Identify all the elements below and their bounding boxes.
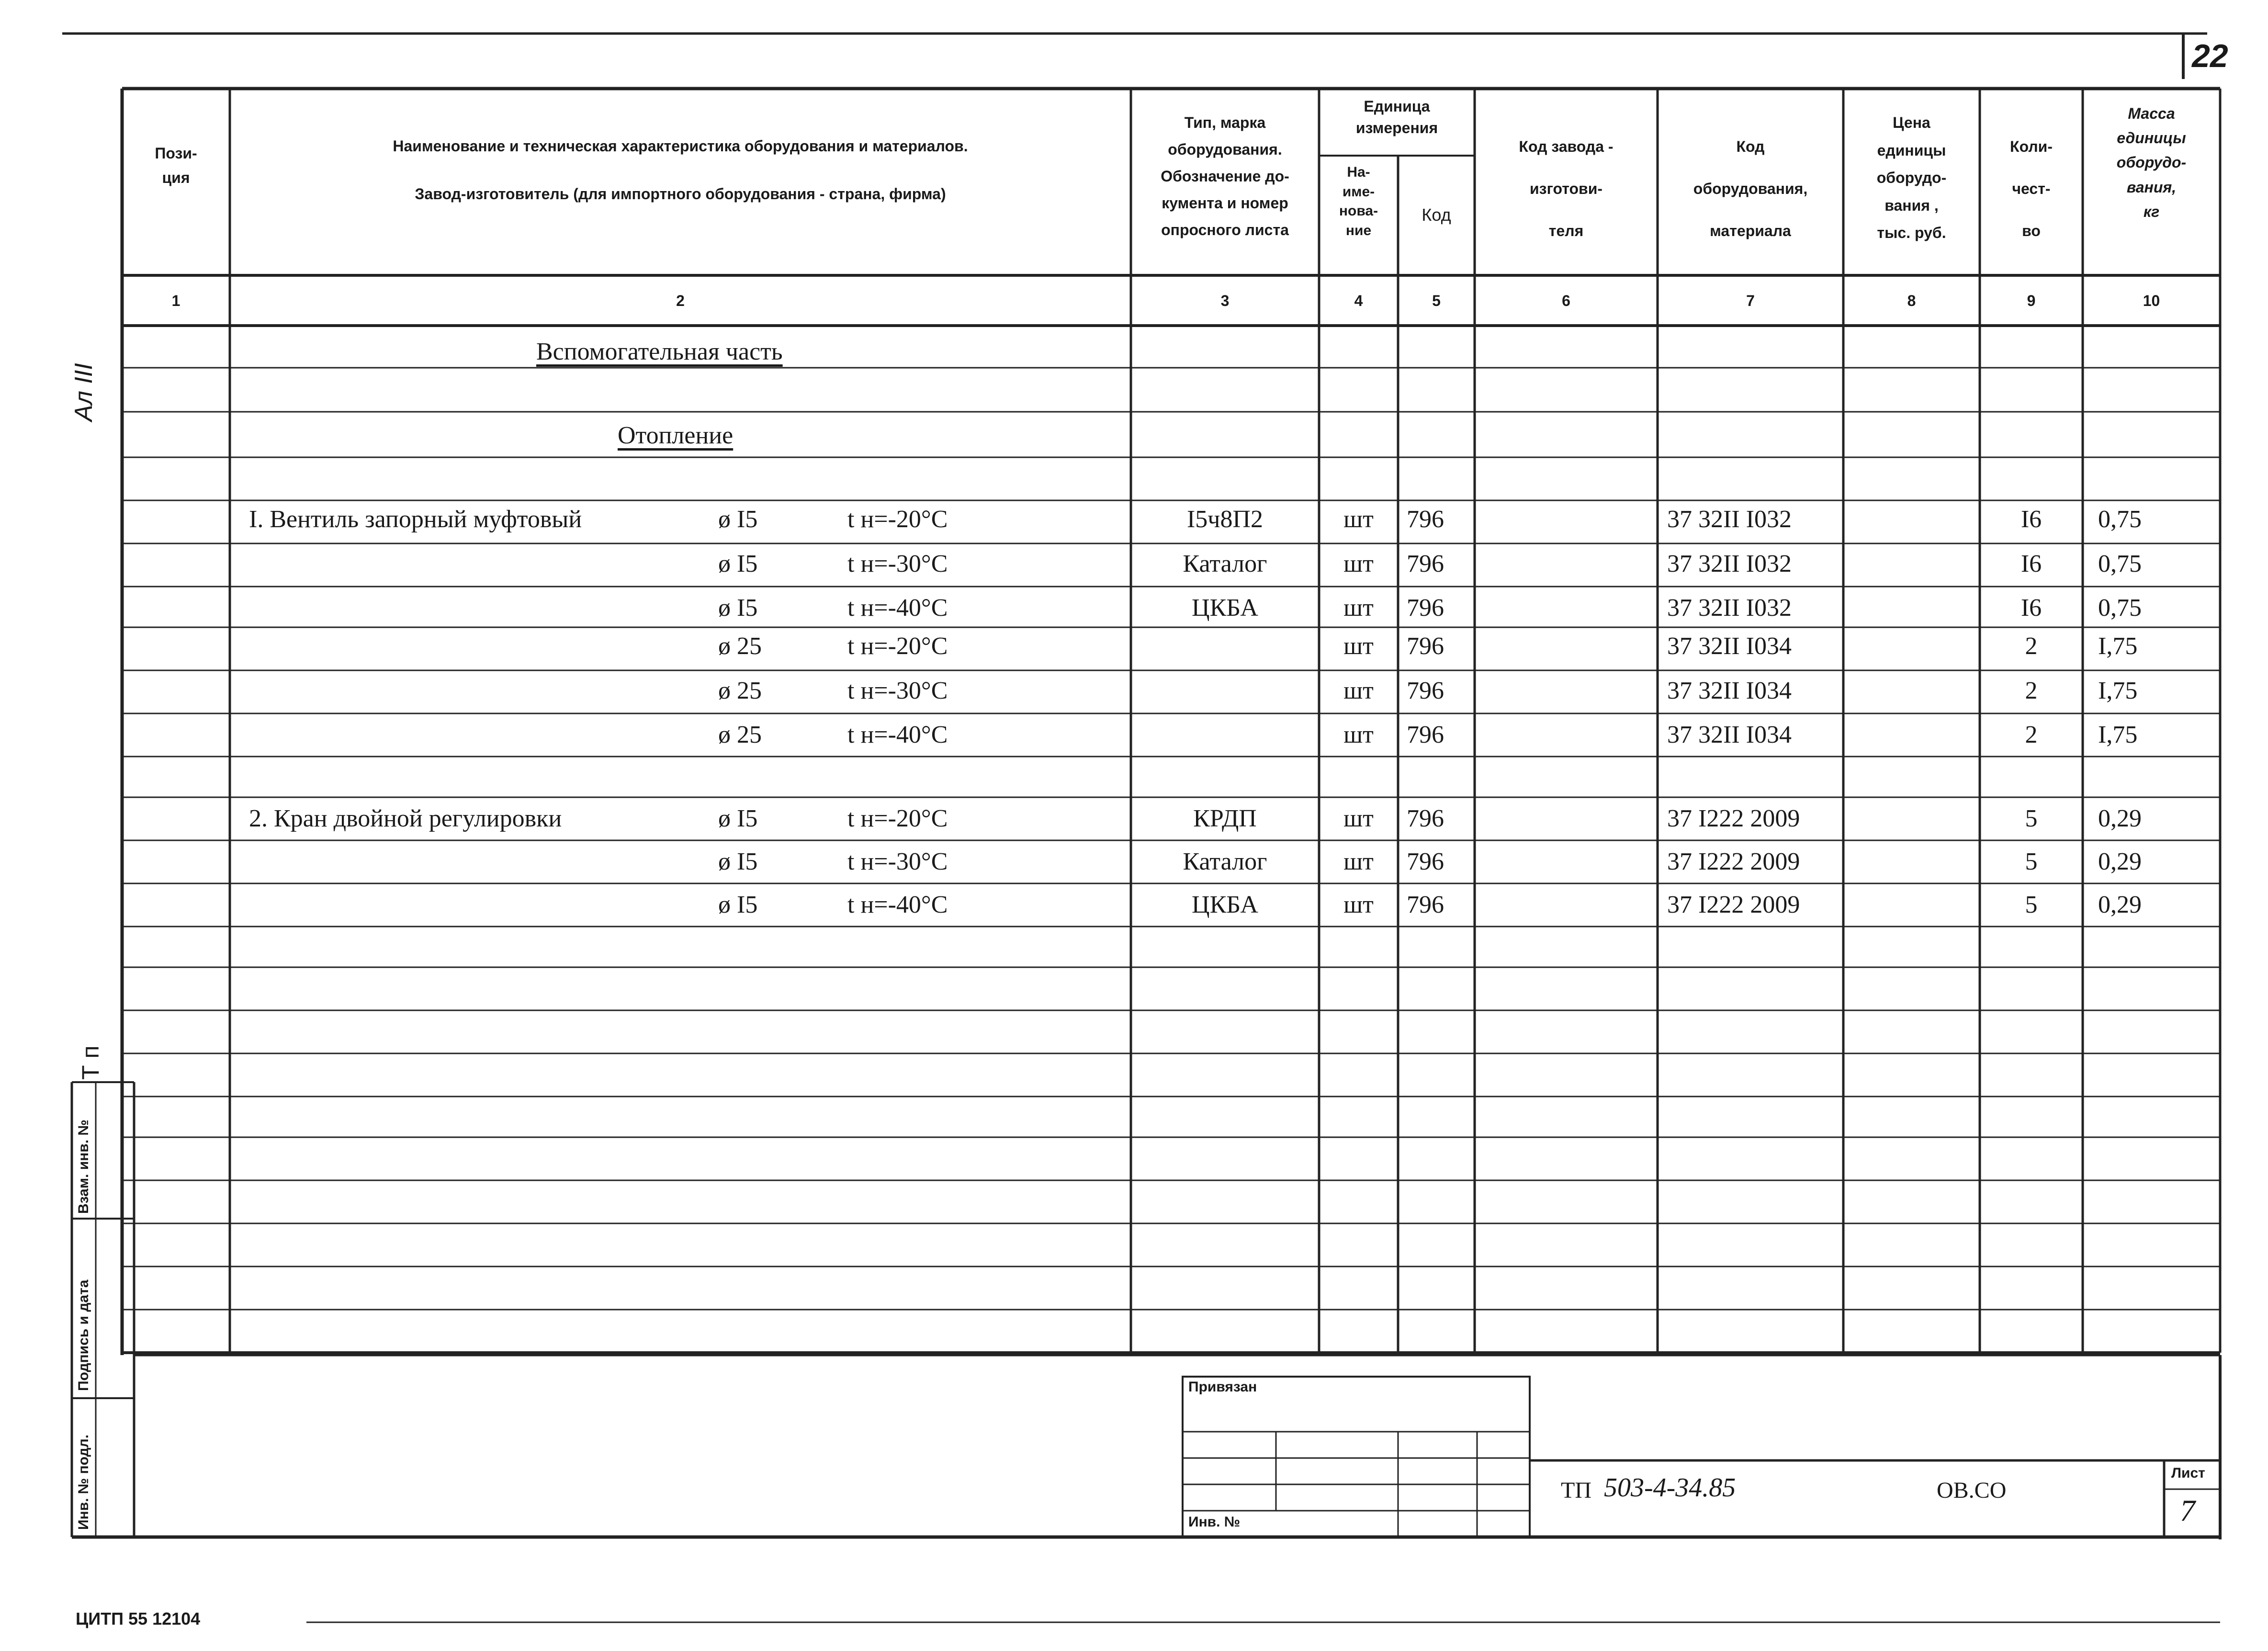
cell-ucode: 796 xyxy=(1407,550,1444,577)
doc-code: ОВ.СО xyxy=(1937,1478,2007,1503)
cell-temp: t н=-20°С xyxy=(847,805,948,832)
cell-ucode: 796 xyxy=(1407,721,1444,748)
cell-ucode: 796 xyxy=(1407,594,1444,622)
cell-type: ЦКБА xyxy=(1192,891,1258,918)
colnum-9: 9 xyxy=(2027,292,2036,309)
header-quantity: Коли- чест- во xyxy=(2010,138,2053,239)
colnum-8: 8 xyxy=(1907,292,1916,309)
cell-dia: ø 25 xyxy=(718,633,762,660)
cell-qty: 2 xyxy=(2025,677,2038,704)
cell-name: 2. Кран двойной регулировки xyxy=(249,805,562,832)
cell-type: Каталог xyxy=(1183,848,1267,875)
cell-mass: I,75 xyxy=(2098,721,2138,748)
section-aux: Вспомогательная часть xyxy=(536,338,783,365)
cell-qty: I6 xyxy=(2020,594,2042,622)
page-number: 22 xyxy=(2192,38,2228,74)
cell-qty: 2 xyxy=(2025,721,2038,748)
cell-unit: шт xyxy=(1343,848,1374,875)
header-name-line1: Наименование и техническая характеристика оборудования и материалов. xyxy=(393,137,968,155)
cell-code: 37 32II I034 xyxy=(1667,677,1792,704)
cell-temp: t н=-40°С xyxy=(847,594,948,622)
cell-qty: I6 xyxy=(2020,550,2042,577)
cell-temp: t н=-40°С xyxy=(847,721,948,748)
header-price: Цена единицы оборудо- вания , тыс. руб. xyxy=(1876,114,1947,242)
cell-mass: 0,75 xyxy=(2098,594,2142,622)
cell-dia: ø I5 xyxy=(718,506,758,533)
cell-dia: ø 25 xyxy=(718,721,762,748)
cell-ucode: 796 xyxy=(1407,633,1444,660)
cell-temp: t н=-20°С xyxy=(847,633,948,660)
colnum-1: 1 xyxy=(171,292,181,309)
cell-unit: шт xyxy=(1343,506,1374,533)
colnum-7: 7 xyxy=(1746,292,1755,309)
section-heating: Отопление xyxy=(618,422,733,449)
colnum-5: 5 xyxy=(1432,292,1441,309)
cell-code: 37 I222 2009 xyxy=(1667,891,1800,918)
doc-prefix: ТП xyxy=(1561,1478,1591,1503)
cell-type: I5ч8П2 xyxy=(1186,506,1264,533)
cell-mass: 0,75 xyxy=(2098,550,2142,577)
cell-dia: ø I5 xyxy=(718,891,758,918)
stamp-inv-podl: Инв. № подл. xyxy=(76,1434,91,1530)
cell-unit: шт xyxy=(1343,677,1374,704)
cell-mass: 0,29 xyxy=(2098,848,2142,875)
stamp-podpis-data: Подпись и дата xyxy=(76,1279,91,1391)
cell-mass: 0,75 xyxy=(2098,506,2142,533)
colnum-4: 4 xyxy=(1354,292,1363,309)
header-name-line2: Завод-изготовитель (для импортного оборудования - страна, фирма) xyxy=(415,185,946,203)
cell-code: 37 I222 2009 xyxy=(1667,805,1800,832)
header-type: Тип, марка оборудования. Обозначение до- кумента и номер опросного листа xyxy=(1161,114,1289,238)
cell-ucode: 796 xyxy=(1407,506,1444,533)
header-equipment-code: Код оборудования, материала xyxy=(1693,138,1808,239)
header-unit-code: Код xyxy=(1422,205,1451,225)
cell-temp: t н=-30°С xyxy=(847,550,948,577)
cell-unit: шт xyxy=(1343,891,1374,918)
cell-dia: ø I5 xyxy=(718,848,758,875)
inv-no-label: Инв. № xyxy=(1188,1514,1241,1530)
cell-dia: ø I5 xyxy=(718,594,758,622)
cell-temp: t н=-20°С xyxy=(847,506,948,533)
cell-temp: t н=-30°С xyxy=(847,677,948,704)
cell-mass: I,75 xyxy=(2098,677,2138,704)
colnum-3: 3 xyxy=(1220,292,1230,309)
cell-temp: t н=-40°С xyxy=(847,891,948,918)
side-label-tp: Т п xyxy=(77,1045,104,1080)
side-label-top: Ал III xyxy=(70,363,98,421)
colnum-10: 10 xyxy=(2143,292,2160,309)
cell-mass: 0,29 xyxy=(2098,805,2142,832)
cell-qty: 5 xyxy=(2025,848,2038,875)
cell-unit: шт xyxy=(1343,633,1374,660)
cell-ucode: 796 xyxy=(1407,848,1444,875)
cell-qty: 5 xyxy=(2025,805,2038,832)
cell-code: 37 32II I032 xyxy=(1667,550,1792,577)
doc-number: 503-4-34.85 xyxy=(1604,1473,1736,1503)
cell-mass: 0,29 xyxy=(2098,891,2142,918)
cell-unit: шт xyxy=(1343,550,1374,577)
cell-unit: шт xyxy=(1343,805,1374,832)
cell-unit: шт xyxy=(1343,721,1374,748)
cell-qty: 2 xyxy=(2025,633,2038,660)
cell-code: 37 32II I034 xyxy=(1667,633,1792,660)
cell-ucode: 796 xyxy=(1407,805,1444,832)
sheet-label: Лист xyxy=(2171,1465,2205,1481)
colnum-2: 2 xyxy=(676,292,685,309)
cell-dia: ø 25 xyxy=(718,677,762,704)
cell-type: КРДП xyxy=(1193,805,1257,832)
cell-code: 37 32II I032 xyxy=(1667,506,1792,533)
sheet-number: 7 xyxy=(2180,1493,2195,1527)
cell-unit: шт xyxy=(1343,594,1374,622)
cell-code: 37 32II I034 xyxy=(1667,721,1792,748)
header-position: Пози- ция xyxy=(155,145,197,187)
colnum-6: 6 xyxy=(1562,292,1570,309)
cell-dia: ø I5 xyxy=(718,550,758,577)
cell-qty: 5 xyxy=(2025,891,2038,918)
header-mass: Масса единицы оборудо- вания, кг xyxy=(2116,105,2187,220)
cell-dia: ø I5 xyxy=(718,805,758,832)
cell-ucode: 796 xyxy=(1407,677,1444,704)
cell-code: 37 32II I032 xyxy=(1667,594,1792,622)
cell-name: I. Вентиль запорный муфтовый xyxy=(249,506,582,533)
cell-qty: I6 xyxy=(2020,506,2042,533)
cell-type: Каталог xyxy=(1183,550,1267,577)
cell-ucode: 796 xyxy=(1407,891,1444,918)
footer-code: ЦИТП 55 12104 xyxy=(76,1609,201,1628)
cell-type: ЦКБА xyxy=(1192,594,1258,622)
header-unit-group: Единица измерения xyxy=(1355,98,1438,136)
privyazan-label: Привязан xyxy=(1188,1379,1257,1395)
cell-temp: t н=-30°С xyxy=(847,848,948,875)
header-unit-name: На- име- нова- ние xyxy=(1339,164,1378,238)
header-factory-code: Код завода - изготови- теля xyxy=(1519,138,1614,239)
stamp-vzam-inv: Взам. инв. № xyxy=(76,1120,91,1214)
cell-code: 37 I222 2009 xyxy=(1667,848,1800,875)
cell-mass: I,75 xyxy=(2098,633,2138,660)
